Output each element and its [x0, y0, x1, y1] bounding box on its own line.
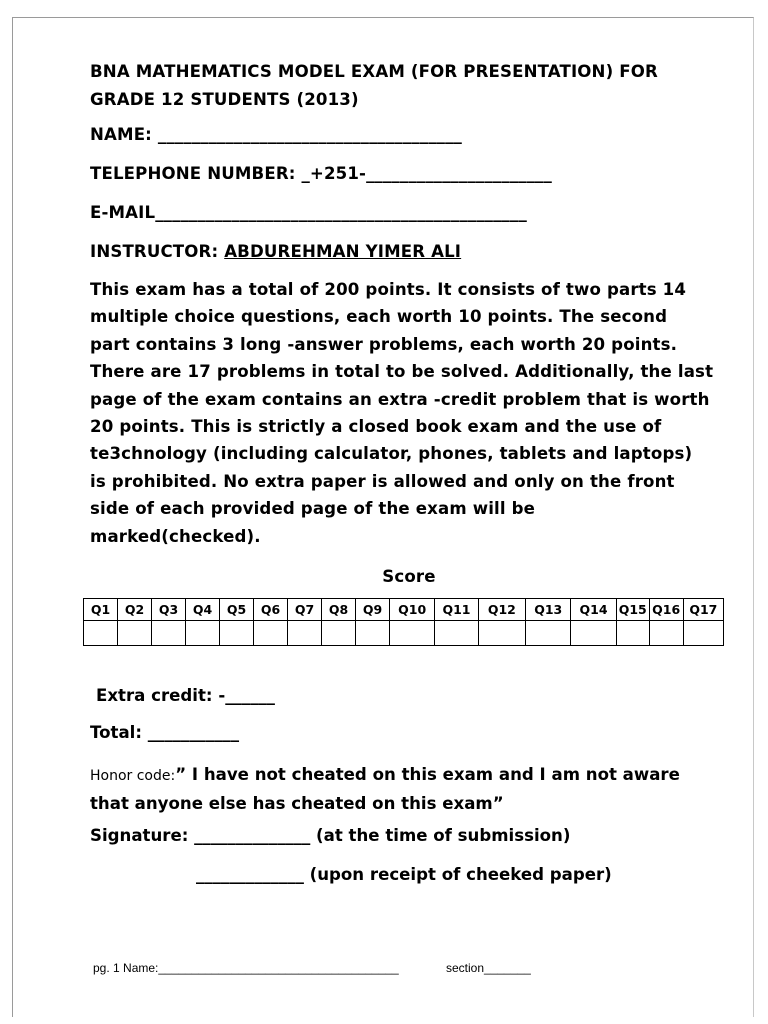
score-heading: Score [382, 567, 436, 587]
score-cell [683, 621, 723, 646]
score-column-header: Q2 [118, 599, 152, 621]
score-column-header: Q13 [526, 599, 571, 621]
instructions-line: multiple choice questions, each worth 10 points. The second [90, 307, 668, 327]
receipt-line: _____________ (upon receipt of cheeked paper) [196, 865, 612, 884]
telephone-blank: ______________________ [366, 164, 552, 183]
instructions-line: is prohibited. No extra paper is allowed and only on the front [90, 471, 675, 491]
score-cell [152, 621, 186, 646]
score-column-header: Q10 [390, 599, 435, 621]
honor-quote-line-2: that anyone else has cheated on this exam” [90, 794, 504, 813]
score-cell [649, 621, 683, 646]
score-cell [526, 621, 571, 646]
score-cell [118, 621, 152, 646]
telephone-label: TELEPHONE NUMBER: _+251- [90, 164, 367, 183]
score-column-header: Q11 [435, 599, 478, 621]
email-label: E-MAIL [90, 203, 156, 222]
exam-header [90, 58, 720, 586]
instructor-label: INSTRUCTOR: [90, 242, 225, 261]
score-column-header: Q1 [84, 599, 118, 621]
honor-code [90, 761, 730, 817]
email-blank: ____________________________________________ [155, 203, 527, 222]
signature-line: Signature: ______________ (at the time of submission) [90, 826, 571, 845]
total-line: Total: ___________ [90, 723, 240, 742]
instructions-line: marked(checked). [90, 526, 261, 546]
extra-credit-line: Extra credit: -______ [96, 686, 275, 705]
score-cell [435, 621, 478, 646]
name-label: NAME: [90, 125, 158, 144]
score-header-row [84, 599, 724, 621]
instructions-line: side of each provided page of the exam will be [90, 499, 536, 519]
score-table [83, 598, 724, 646]
score-entry-row [84, 621, 724, 646]
score-cell [84, 621, 118, 646]
score-column-header: Q16 [649, 599, 683, 621]
honor-code-line-1 [90, 761, 730, 790]
instructor-name: ABDUREHMAN YIMER ALI [224, 242, 462, 261]
honor-quote-line-1: ” I have not cheated on this exam and I am not aware [175, 765, 680, 784]
footer-section: section_______ [446, 961, 531, 975]
score-column-header: Q14 [571, 599, 616, 621]
instructions-line: This exam has a total of 200 points. It consists of two parts 14 [90, 280, 687, 299]
score-column-header: Q7 [288, 599, 322, 621]
score-cell [356, 621, 390, 646]
footer-name: pg. 1 Name:____________________________________ [93, 961, 399, 975]
score-column-header: Q5 [220, 599, 254, 621]
score-cell [288, 621, 322, 646]
score-column-header: Q4 [186, 599, 220, 621]
score-cell [254, 621, 288, 646]
email-field [90, 203, 720, 223]
honor-code-label: Honor code: [90, 768, 176, 784]
score-column-header: Q17 [683, 599, 723, 621]
instructions-line: There are 17 problems in total to be solved. Additionally, the last [90, 362, 714, 382]
score-column-header: Q12 [478, 599, 525, 621]
name-field [90, 125, 720, 145]
exam-instructions [90, 276, 720, 550]
instructions-line: 20 points. This is strictly a closed book exam and the use of [90, 417, 662, 437]
score-cell [220, 621, 254, 646]
score-cell [616, 621, 649, 646]
score-column-header: Q3 [152, 599, 186, 621]
score-cell [186, 621, 220, 646]
score-cell [322, 621, 356, 646]
telephone-field [90, 164, 720, 184]
exam-title-line-1: BNA MATHEMATICS MODEL EXAM (FOR PRESENTATION) FOR [90, 62, 658, 81]
instructor-field [90, 242, 720, 262]
name-blank: ____________________________________ [157, 125, 462, 144]
score-column-header: Q15 [616, 599, 649, 621]
score-cell [390, 621, 435, 646]
score-column-header: Q9 [356, 599, 390, 621]
score-column-header: Q6 [254, 599, 288, 621]
instructions-line: te3chnology (including calculator, phones, tablets and laptops) [90, 444, 693, 464]
score-column-header: Q8 [322, 599, 356, 621]
instructions-line: page of the exam contains an extra -credit problem that is worth [90, 389, 710, 409]
score-cell [571, 621, 616, 646]
instructions-line: part contains 3 long -answer problems, each worth 20 points. [90, 334, 678, 354]
exam-title-line-2: GRADE 12 STUDENTS (2013) [90, 90, 359, 109]
score-cell [478, 621, 525, 646]
